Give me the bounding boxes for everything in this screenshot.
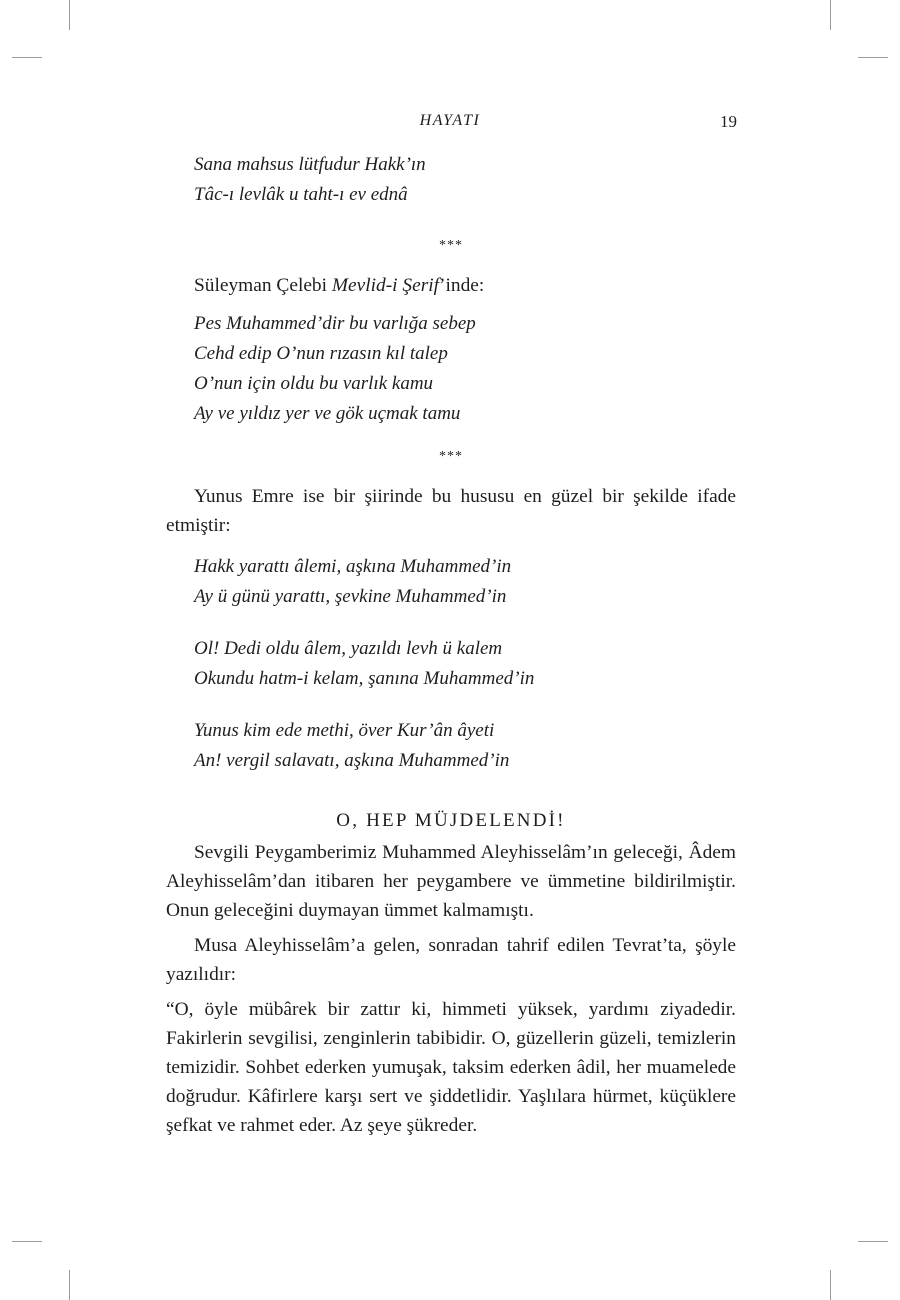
verse-line: Ol! Dedi oldu âlem, yazıldı levh ü kalem [194, 638, 503, 659]
section-separator: *** [439, 238, 463, 253]
body-paragraph: Musa Aleyhisselâm’a gelen, sonradan tahrif edilen Tevrat’ta, şöyle yazılıdır: [166, 935, 736, 985]
verse-line: Yunus kim ede methi, över Kur’ân âyeti [194, 720, 495, 741]
body-paragraph: “O, öyle mübârek bir zattır ki, himmeti yüksek, yardımı ziyadedir. Fakirlerin sevgilisi, zenginlerin tabibidir. O, güzellerin güzeli, temizlerin temizidir. Sohbet ederken yumuşak, taksim ederken âdil, her muamelede doğrudur. Kâfirlere karşı sert ve şiddetlidir. Yaşlılara hürmet, küçüklere şefkat ve rahmet eder. Az şeye şükreder. [166, 999, 736, 1136]
verse-line: O’nun için oldu bu varlık kamu [194, 373, 434, 394]
crop-mark [858, 1241, 888, 1242]
running-title: HAYATI [419, 112, 481, 129]
verse-line: Sana mahsus lütfudur Hakk’ın [194, 154, 426, 175]
crop-mark [858, 57, 888, 58]
crop-mark [69, 0, 70, 30]
verse-line: Okundu hatm-i kelam, şanına Muhammed’in [194, 668, 535, 689]
page-number: 19 [720, 112, 737, 131]
verse-line: Hakk yarattı âlemi, aşkına Muhammed’in [194, 556, 512, 577]
section-heading: O, HEP MÜJDELENDİ! [336, 810, 566, 831]
verse-block [166, 552, 736, 776]
section-separator: *** [439, 449, 463, 464]
running-head [0, 112, 900, 134]
verse-line: An! vergil salavatı, aşkına Muhammed’in [194, 750, 510, 771]
crop-mark [12, 1241, 42, 1242]
crop-mark [69, 1270, 70, 1300]
body-paragraph: Sevgili Peygamberimiz Muhammed Aleyhisselâm’ın geleceği, Âdem Aleyhisselâm’dan itibaren her peygambere ve ümmetine bildirilmiştir. Onun geleceğini duymayan ümmet kalmamıştı. [166, 842, 736, 921]
intro-text: ’inde: [439, 275, 485, 296]
verse-line: Ay ve yıldız yer ve gök uçmak tamu [194, 403, 461, 424]
intro-text: Süleyman Çelebi [194, 275, 332, 296]
verse-line: Ay ü günü yarattı, şevkine Muhammed’in [194, 586, 507, 607]
verse-block [166, 150, 736, 210]
text-block [166, 150, 736, 1140]
crop-mark [12, 57, 42, 58]
intro-paragraph [166, 271, 736, 300]
verse-line: Pes Muhammed’dir bu varlığa sebep [194, 313, 476, 334]
verse-line: Cehd edip O’nun rızasın kıl talep [194, 343, 448, 364]
work-title: Mevlid-i Şerif [331, 275, 440, 296]
intro-paragraph: Yunus Emre ise bir şiirinde bu hususu en güzel bir şekilde ifade etmiştir: [166, 486, 736, 536]
crop-mark [830, 0, 831, 30]
crop-mark [830, 1270, 831, 1300]
verse-block [166, 309, 736, 429]
verse-line: Tâc-ı levlâk u taht-ı ev ednâ [194, 184, 408, 205]
